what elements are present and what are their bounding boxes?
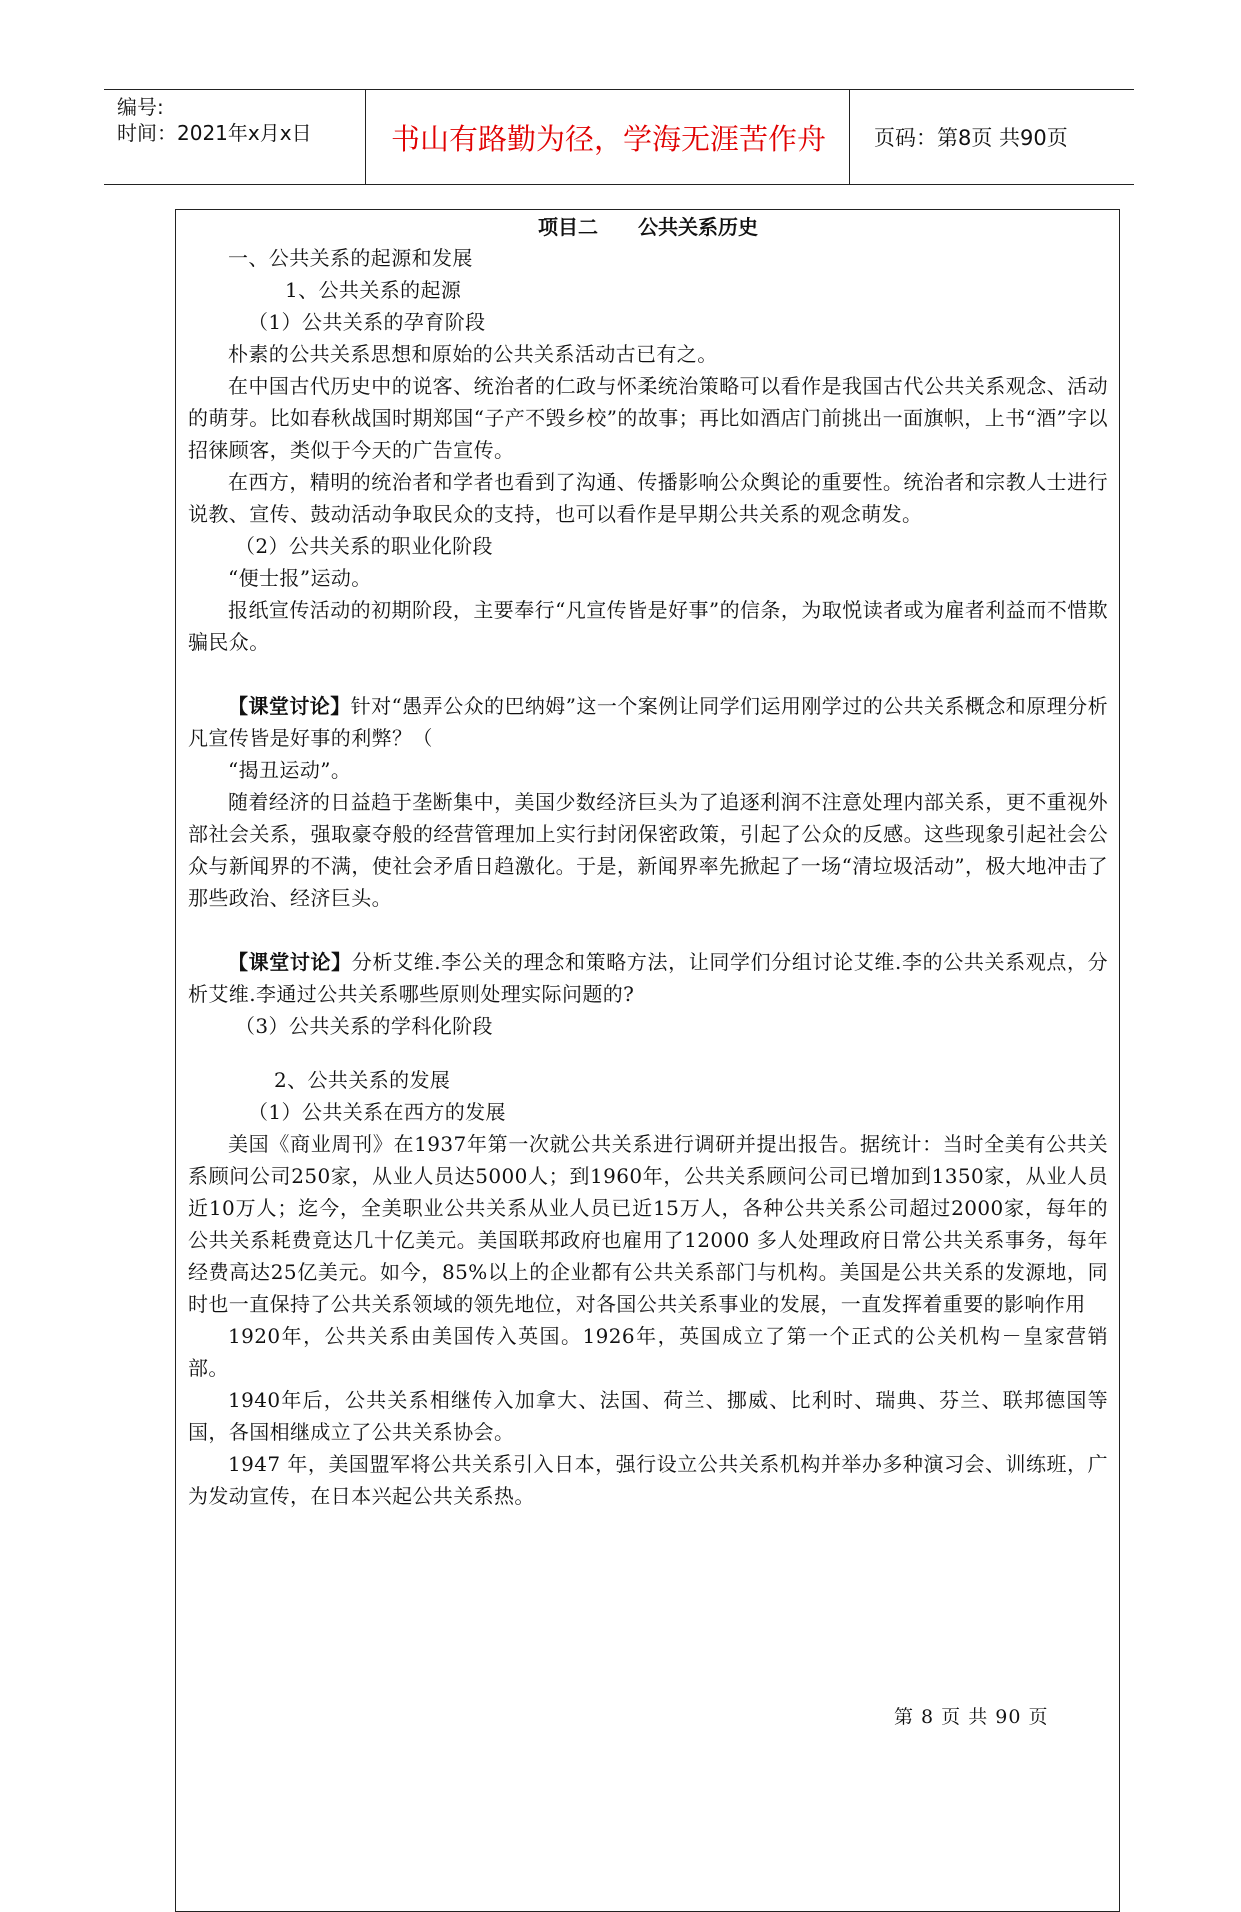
header-motto: 书山有路勤为径，学海无涯苦作舟 [390,121,826,156]
content-frame [175,209,1120,1912]
paragraph: 朴素的公共关系思想和原始的公共关系活动古已有之。 [228,342,718,366]
paragraph: 在中国古代历史中的说客、统治者的仁政与怀柔统治策略可以看作是我国古代公共关系观念、活动的萌芽。比如春秋战国时期郑国“子产不毁乡校”的故事；再比如酒店门前挑出一面旗帜，上书“酒”字以招徕顾客，类似于今天的广告宣传。 [188,374,1108,462]
paragraph: 1920年，公共关系由美国传入英国。1926年，英国成立了第一个正式的公关机构－皇家营销部。 [188,1324,1108,1380]
subsection-heading: 2、公共关系的发展 [274,1068,451,1092]
discussion-tag: 【课堂讨论】 [228,950,352,974]
page-header [104,89,1134,185]
paragraph: 美国《商业周刊》在1937年第一次就公共关系进行调研并提出报告。据统计：当时全美有公共关系顾问公司250家，从业人员达5000人；到1960年，公共关系顾问公司已增加到1350家，从业人员近10万人；迄今，全美职业公共关系从业人员已近15万人，各种公共关系公司超过2000家，每年的公共关系耗费竟达几十亿美元。美国联邦政府也雇用了12000 多人处理政府日常公共关系事务，每年经费高达25亿美元。如今，85%以上的企业都有公共关系部门与机构。美国是公共关系的发源地，同时也一直保持了公共关系领域的领先地位，对各国公共关系事业的发展，一直发挥着重要的影响作用 [188,1132,1108,1316]
subsubsection-heading: （2）公共关系的职业化阶段 [235,534,493,558]
header-divider-right [849,90,850,184]
spacer [188,658,1108,690]
paragraph: 在西方，精明的统治者和学者也看到了沟通、传播影响公众舆论的重要性。统治者和宗教人士进行说教、宣传、鼓动活动争取民众的支持，也可以看作是早期公共关系的观念萌发。 [188,470,1108,526]
paragraph: 1940年后，公共关系相继传入加拿大、法国、荷兰、挪威、比利时、瑞典、芬兰、联邦德国等国，各国相继成立了公共关系协会。 [188,1388,1108,1444]
paragraph: 1947 年，美国盟军将公共关系引入日本，强行设立公共关系机构并举办多种演习会、训练班，广为发动宣传，在日本兴起公共关系热。 [188,1452,1108,1508]
discussion-paragraph [188,946,1108,1010]
number-label: 编号: [117,95,164,119]
paragraph: “便士报”运动。 [228,566,372,590]
subsection-heading: 1、公共关系的起源 [285,278,462,302]
page-footer: 第 8 页 共 90 页 [894,1706,1049,1728]
spacer [188,1042,1108,1064]
page-title: 项目二 公共关系历史 [538,215,758,239]
subsubsection-heading: （1）公共关系的孕育阶段 [248,310,486,334]
header-page-info: 页码：第8页 共90页 [874,126,1068,150]
time-label: 时间：2021年x月x日 [117,121,312,145]
discussion-paragraph [188,690,1108,754]
discussion-tag: 【课堂讨论】 [228,694,351,718]
subsubsection-heading: （1）公共关系在西方的发展 [248,1100,506,1124]
paragraph: 报纸宣传活动的初期阶段，主要奉行“凡宣传皆是好事”的信条，为取悦读者或为雇者利益而不惜欺骗民众。 [188,598,1108,654]
header-meta [117,90,357,188]
discussion-text: 分析艾维.李公关的理念和策略方法，让同学们分组讨论艾维.李的公共关系观点，分析艾维.李通过公共关系哪些原则处理实际问题的? [188,950,1108,1006]
discussion-text: 针对“愚弄公众的巴纳姆”这一个案例让同学们运用刚学过的公共关系概念和原理分析凡宣传皆是好事的利弊？（ [188,694,1108,750]
paragraph: 随着经济的日益趋于垄断集中，美国少数经济巨头为了追逐利润不注意处理内部关系，更不重视外部社会关系，强取豪夺般的经营管理加上实行封闭保密政策，引起了公众的反感。这些现象引起社会公众与新闻界的不满，使社会矛盾日趋激化。于是，新闻界率先掀起了一场“清垃圾活动”，极大地冲击了那些政治、经济巨头。 [188,790,1108,910]
section-heading: 一、公共关系的起源和发展 [228,246,473,270]
document-body [188,212,1108,1512]
spacer [188,914,1108,946]
paragraph: “揭丑运动”。 [228,758,352,782]
subsubsection-heading: （3）公共关系的学科化阶段 [235,1014,493,1038]
